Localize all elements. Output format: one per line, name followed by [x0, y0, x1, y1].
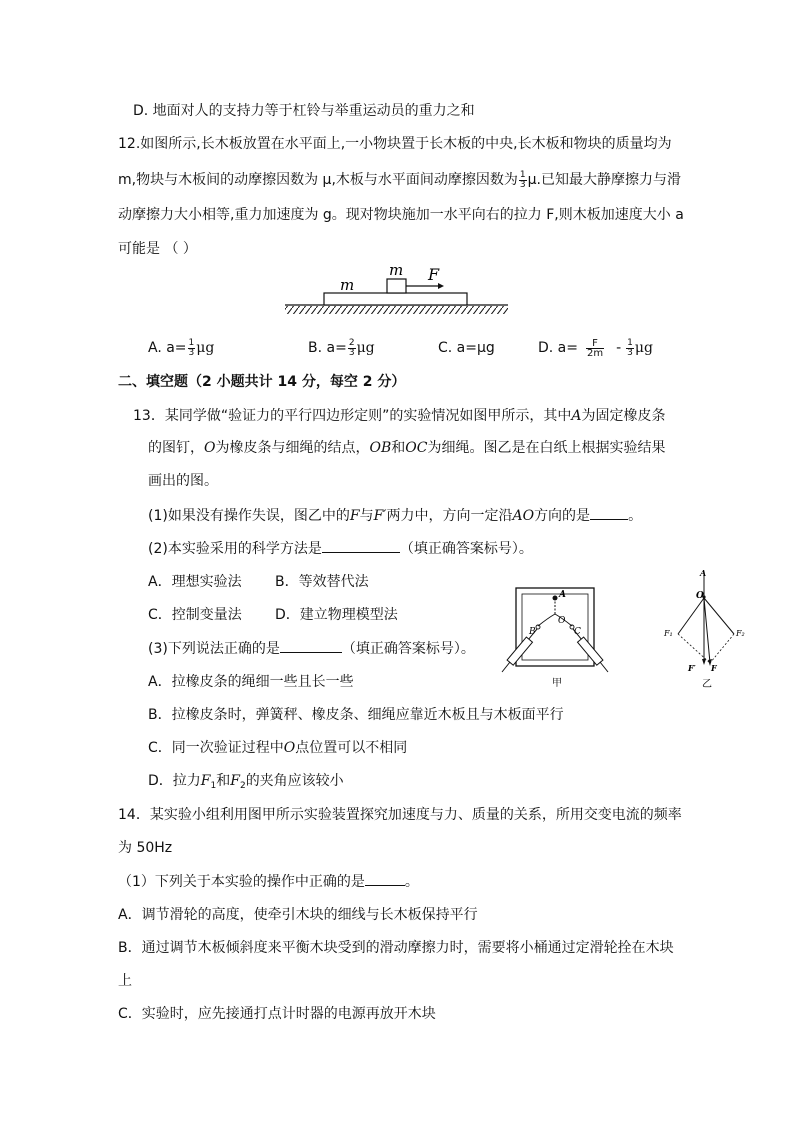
- yi-label-f: F: [711, 663, 717, 673]
- yi-label-f1: F₁: [664, 629, 673, 638]
- q13-p2b: （填正确答案标号）。: [399, 541, 533, 557]
- q12-opt-a-post: μg: [196, 340, 215, 356]
- q13-p3-optc-a: C．同一次验证过程中: [148, 740, 284, 756]
- q13-point-o: O: [204, 440, 216, 456]
- q12-opt-a-frac: [188, 339, 196, 358]
- yi-label-f2: F₂: [736, 629, 745, 638]
- jia-label-b: B: [529, 627, 536, 637]
- q13-line2c: 和: [391, 440, 406, 456]
- q12-opt-d-post: μg: [634, 340, 653, 356]
- q13-p1d: 方向的是: [534, 508, 591, 524]
- q12-opt-b-pre: B. a=: [308, 340, 347, 356]
- q12-opt-a-num: 1: [188, 337, 195, 348]
- q12-opt-b-post: μg: [356, 340, 375, 356]
- block-mass-label: m: [389, 261, 404, 279]
- q13-p1e: 。: [628, 508, 643, 524]
- q13-p2-answer-blank[interactable]: [322, 538, 400, 553]
- board-mass-label: m: [340, 276, 355, 294]
- q12-option-d: [538, 338, 653, 358]
- q13-p3-optd-F1: F: [200, 773, 211, 789]
- q13-p3-optd-b: 的夹角应该较小: [245, 773, 344, 789]
- q13-oc: OC: [405, 440, 428, 456]
- q13-p3-optd-F2: F: [230, 773, 240, 789]
- q12-opt-d-den1: 2m: [587, 347, 604, 359]
- jia-label-o: O: [558, 616, 566, 626]
- q13-line1a: 13．某同学做“验证力的平行四边形定则”的实验情况如图甲所示，其中: [133, 408, 572, 424]
- q13-p1-answer-blank[interactable]: [590, 505, 628, 520]
- q12-frac-num: 1: [519, 169, 526, 180]
- q13-p2-option-c: C．控制变量法: [148, 607, 242, 623]
- yi-force-f2: [704, 598, 734, 634]
- ground-hatch: [285, 306, 508, 314]
- q12-stem-line4: 可能是 （ ）: [118, 241, 197, 257]
- q13-line2a: 的图钉，: [148, 440, 204, 456]
- q14-option-b-line1: B．通过调节木板倾斜度来平衡木块受到的滑动摩擦力时，需要将小桶通过定滑轮拴在木块: [118, 940, 674, 956]
- q13-figure-jia: [500, 582, 640, 690]
- q13-p2a: (2)本实验采用的科学方法是: [148, 541, 322, 557]
- q13-p2-option-d: D．建立物理模型法: [275, 607, 398, 623]
- q13-p3-option-d: [148, 771, 344, 796]
- q14-stem-line2: 为 50Hz: [118, 840, 173, 856]
- q12-opt-d-pre: D. a=: [538, 340, 578, 356]
- force-label: F: [428, 265, 440, 284]
- q12-stem-line2: [118, 170, 681, 190]
- jia-string-ob: [538, 614, 555, 626]
- yi-label-o: O: [696, 591, 704, 601]
- q13-line2b: 为橡皮条与细绳的结点，: [215, 440, 370, 456]
- yi-caption: 乙: [702, 679, 712, 690]
- q12-stem-line1: 12.如图所示,长木板放置在水平面上,一小物块置于长木板的中央,长木板和物块的质量均为: [118, 136, 672, 152]
- q12-opt-a-pre: A. a=: [148, 340, 187, 356]
- q13-p1b: 与: [359, 508, 374, 524]
- q13-p3-option-c: [148, 738, 407, 758]
- yi-parallelogram-side2: [710, 634, 734, 663]
- yi-force-f: [704, 598, 710, 663]
- q12-opt-a-den: 3: [188, 347, 195, 358]
- q11-option-d: D. 地面对人的支持力等于杠铃与举重运动员的重力之和: [133, 103, 475, 119]
- q13-p1a: (1)如果没有操作失误，图乙中的: [148, 508, 350, 524]
- q12-stem-line3: 动摩擦力大小相等,重力加速度为 g。现对物块施加一水平向右的拉力 F,则木板加速度大小 a: [118, 207, 684, 223]
- q13-stem-line2: [148, 438, 665, 458]
- q12-option-c: C. a=μg: [438, 340, 495, 356]
- q13-p3a: (3)下列说法正确的是: [148, 641, 280, 657]
- q12-figure: [280, 260, 520, 320]
- q13-stem-line3: 画出的图。: [148, 473, 218, 489]
- q13-ob: OB: [369, 440, 392, 456]
- q13-p3-optc-O: O: [283, 740, 296, 756]
- q12-opt-b-num: 2: [348, 337, 355, 348]
- q13-p3-optd-sub2: 2: [239, 781, 246, 791]
- q13-p2-option-b: B．等效替代法: [275, 574, 369, 590]
- jia-label-a: A: [559, 590, 566, 600]
- q13-line1b: 为固定橡皮条: [581, 408, 666, 424]
- q12-fraction: [519, 171, 527, 190]
- q12-option-a: [148, 338, 214, 358]
- q12-stem-line2b: μ.已知最大静摩擦力与滑: [527, 172, 681, 188]
- q13-part3: [148, 638, 475, 659]
- q14-option-a: A．调节滑轮的高度，使牵引木块的细线与长木板保持平行: [118, 907, 478, 923]
- q12-opt-d-num1: F: [586, 339, 604, 349]
- q13-point-a: A: [571, 408, 582, 424]
- q12-opt-d-frac2: [626, 339, 634, 358]
- q13-p1c: 两力中，方向一定沿: [386, 508, 513, 524]
- yi-label-fprime: F′: [688, 663, 696, 673]
- q13-p3-optc-b: 点位置可以不相同: [295, 740, 408, 756]
- q13-p3-answer-blank[interactable]: [280, 638, 342, 653]
- small-block: [387, 279, 406, 293]
- q13-p3-optd-sub1: 1: [210, 781, 217, 791]
- q13-part1: [148, 505, 642, 526]
- jia-caption: 甲: [552, 678, 562, 689]
- yi-parallelogram-side1: [678, 634, 710, 663]
- q13-p2-option-a: A．理想实验法: [148, 574, 242, 590]
- q14-part1: [118, 871, 419, 892]
- q12-stem-line2a: m,物块与木板间的动摩擦因数为 μ,木板与水平面间动摩擦因数为: [118, 172, 518, 188]
- q14-p1b: 。: [404, 874, 419, 890]
- q12-opt-d-frac1: [586, 339, 604, 358]
- q12-opt-b-den: 3: [348, 347, 355, 358]
- q12-option-b: [308, 338, 375, 358]
- yi-force-f1: [678, 598, 704, 634]
- long-board: [324, 293, 467, 305]
- q13-p1-AO: AO: [512, 508, 535, 524]
- q14-p1-answer-blank[interactable]: [365, 871, 405, 886]
- q13-line2d: 为细绳。图乙是在白纸上根据实验结果: [427, 440, 666, 456]
- q14-option-b-line2: 上: [118, 973, 132, 989]
- q13-p1-F: F: [349, 508, 360, 524]
- q12-opt-b-frac: [348, 339, 356, 358]
- q13-p3-optd-a: D．拉力: [148, 773, 201, 789]
- q12-opt-d-minus: -: [616, 340, 622, 356]
- q14-option-c: C．实验时，应先接通打点计时器的电源再放开木块: [118, 1006, 436, 1022]
- q14-p1a: （1）下列关于本实验的操作中正确的是: [118, 874, 365, 890]
- q13-stem-line1: [133, 406, 665, 426]
- q13-p3b: （填正确答案标号）。: [341, 641, 475, 657]
- yi-label-a: A: [700, 568, 707, 578]
- q12-opt-d-num2: 1: [627, 337, 633, 348]
- q13-p3-option-a: A．拉橡皮条的绳细一些且长一些: [148, 674, 354, 690]
- q13-p1-Fprime: F′: [373, 508, 387, 524]
- q12-frac-den: 3: [519, 179, 526, 190]
- jia-label-c: C: [574, 627, 581, 637]
- q13-figure-yi: [658, 566, 758, 690]
- q13-part2: [148, 538, 533, 559]
- q13-p3-option-b: B．拉橡皮条时，弹簧秤、橡皮条、细绳应靠近木板且与木板面平行: [148, 707, 564, 723]
- yi-arrowhead-fprime: [702, 659, 706, 665]
- section2-title: 二、填空题（2 小题共计 14 分，每空 2 分）: [118, 374, 406, 390]
- q14-stem-line1: 14．某实验小组利用图甲所示实验装置探究加速度与力、质量的关系，所用交变电流的频率: [118, 807, 682, 823]
- q13-p3-optd-and: 和: [216, 773, 231, 789]
- q12-opt-d-den2: 3: [627, 347, 633, 358]
